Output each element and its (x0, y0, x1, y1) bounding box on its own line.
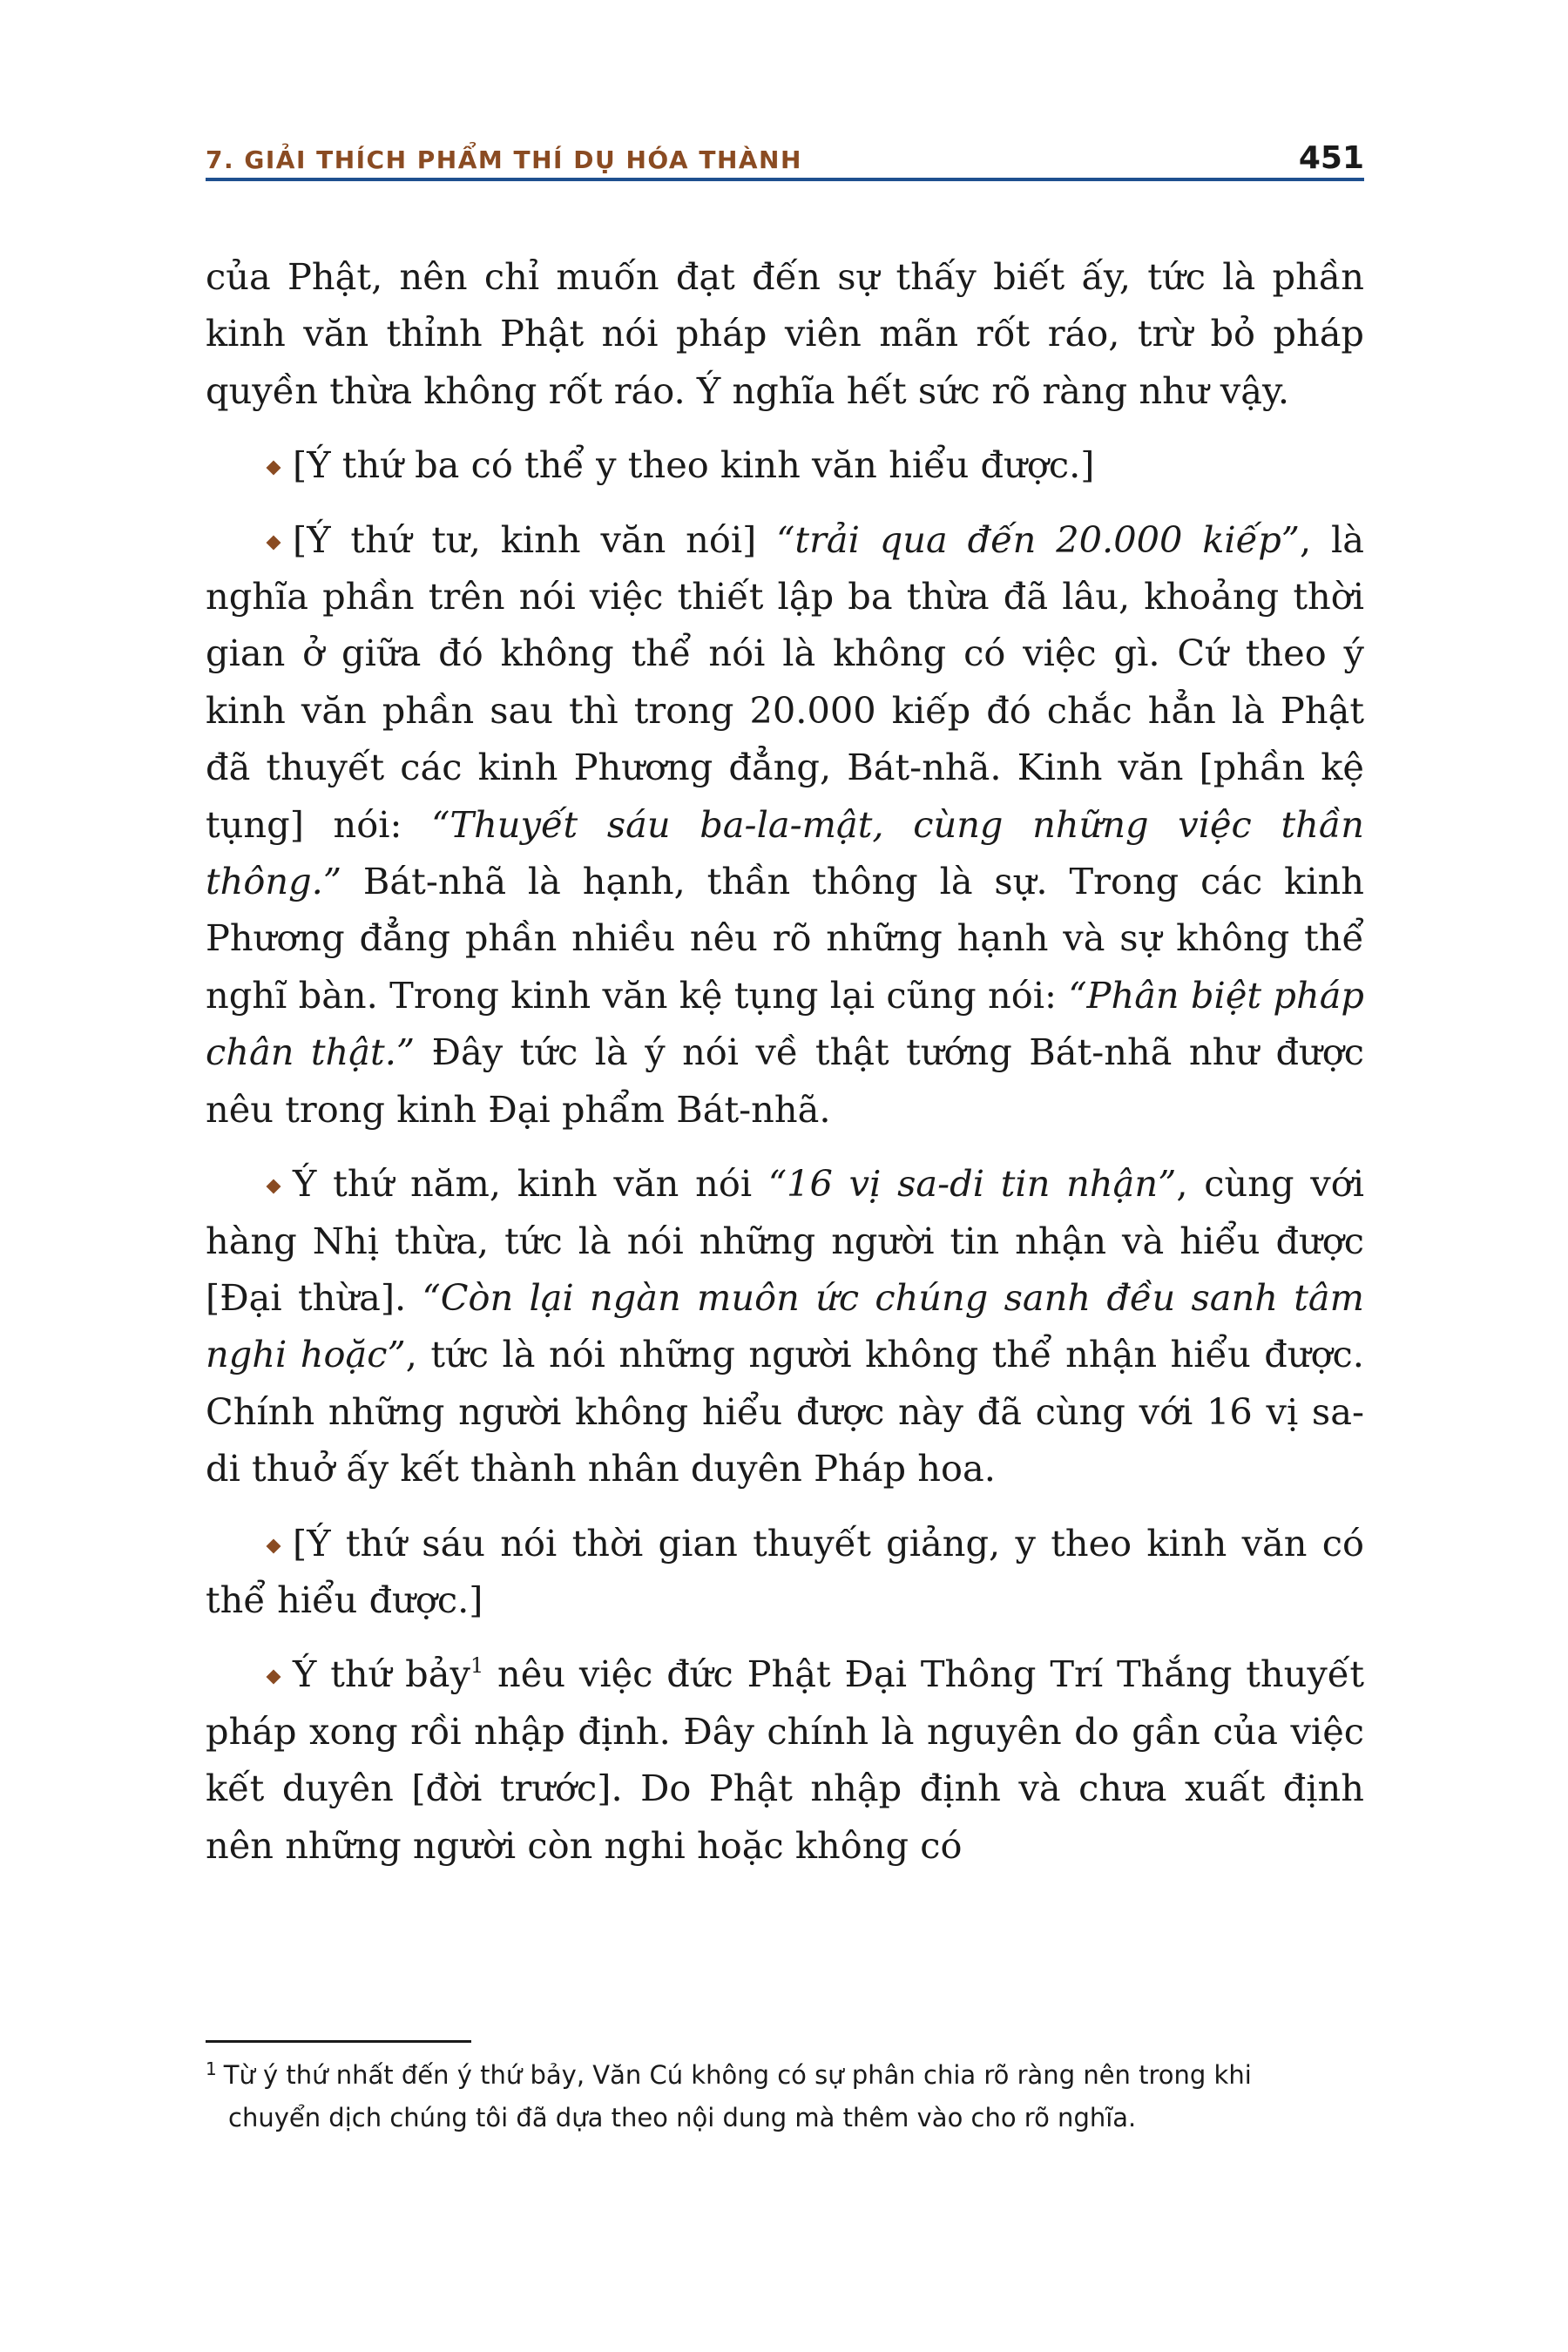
scripture-quote: “trải qua đến 20.000 kiếp” (776, 517, 1300, 561)
diamond-bullet-icon (267, 461, 281, 476)
diamond-bullet-icon (267, 1538, 281, 1553)
chapter-title: 7. GIẢI THÍCH PHẨM THÍ DỤ HÓA THÀNH (206, 145, 802, 174)
paragraph-point-3 (206, 436, 1364, 493)
paragraph-continuation (206, 248, 1364, 419)
paragraph-text: Ý thứ năm, kinh văn nói (293, 1162, 768, 1206)
paragraph-point-5 (206, 1155, 1364, 1497)
footnote (206, 2054, 1364, 2139)
footnote-reference[interactable]: 1 (470, 1653, 484, 1679)
paragraph-text: Bát-nhã là hạnh, thần thông là sự. Trong các kinh Phương đẳng phần nhiều nêu rõ những hạnh và sự không thể nghĩ bàn. Trong kinh văn kệ tụng lại cũng nói: (206, 860, 1364, 1017)
footnote-text: Từ ý thứ nhất đến ý thứ bảy, Văn Cú không có sự phân chia rõ ràng nên trong khi (223, 2060, 1252, 2090)
scripture-quote: “16 vị sa-di tin nhận” (767, 1162, 1177, 1206)
paragraph-text: , cùng với hàng Nhị thừa, tức là nói những người tin nhận và hiểu được [Đại thừa]. (206, 1162, 1364, 1319)
header-rule (206, 178, 1364, 181)
diamond-bullet-icon (267, 535, 281, 550)
paragraph-point-7 (206, 1646, 1364, 1874)
footnote-marker: 1 (206, 2058, 217, 2079)
paragraph-text: [Ý thứ sáu nói thời gian thuyết giảng, y theo kinh văn có thể hiểu được.] (206, 1521, 1364, 1621)
scripture-quote: “Còn lại ngàn muôn ức chúng sanh đều sanh tâm nghi hoặc” (206, 1275, 1364, 1376)
diamond-bullet-icon (267, 1670, 281, 1685)
paragraph-text: [Ý thứ tư, kinh văn nói] (293, 517, 777, 561)
paragraph-text: nêu việc đức Phật Đại Thông Trí Thắng thuyết pháp xong rồi nhập định. Đây chính là nguyên do gần của việc kết duyên [đời trước]. Do Phật nhập định và chưa xuất định nên những người còn nghi hoặc không có (206, 1652, 1364, 1867)
paragraph-text: , tức là nói những người không thể nhận hiểu được. Chính những người không hiểu được này đã cùng với 16 vị sa-di thuở ấy kết thành nhân duyên Pháp hoa. (206, 1333, 1364, 1490)
scripture-quote: “Phân biệt pháp chân thật.” (206, 973, 1364, 1074)
footnote-line (206, 2054, 1364, 2097)
paragraph-text: của Phật, nên chỉ muốn đạt đến sự thấy biết ấy, tức là phần kinh văn thỉnh Phật nói pháp viên mãn rốt ráo, trừ bỏ pháp quyền thừa không rốt ráo. Ý nghĩa hết sức rõ ràng như vậy. (206, 255, 1364, 412)
footnote-text: chuyển dịch chúng tôi đã dựa theo nội dung mà thêm vào cho rõ nghĩa. (228, 2103, 1137, 2132)
body-text (206, 248, 1364, 1891)
diamond-bullet-icon (267, 1179, 281, 1194)
paragraph-text: Ý thứ bảy (293, 1652, 470, 1696)
paragraph-text: , là nghĩa phần trên nói việc thiết lập ba thừa đã lâu, khoảng thời gian ở giữa đó không thể nói là không có việc gì. Cứ theo ý kinh văn phần sau thì trong 20.000 kiếp đó chắc hẳn là Phật đã thuyết các kinh Phương đẳng, Bát-nhã. Kinh văn [phần kệ tụng] nói: (206, 517, 1365, 846)
running-header (206, 125, 1364, 179)
paragraph-point-6 (206, 1515, 1364, 1629)
paragraph-text: [Ý thứ ba có thể y theo kinh văn hiểu được.] (293, 443, 1095, 487)
scripture-quote: “Thuyết sáu ba-la-mật, cùng những việc thần thông.” (206, 802, 1365, 903)
footnote-line (206, 2097, 1364, 2139)
page-number: 451 (1298, 140, 1364, 176)
footnote-rule (206, 2040, 471, 2043)
paragraph-point-4 (206, 511, 1364, 1138)
paragraph-text: Đây tức là ý nói về thật tướng Bát-nhã như được nêu trong kinh Đại phẩm Bát-nhã. (206, 1031, 1364, 1131)
